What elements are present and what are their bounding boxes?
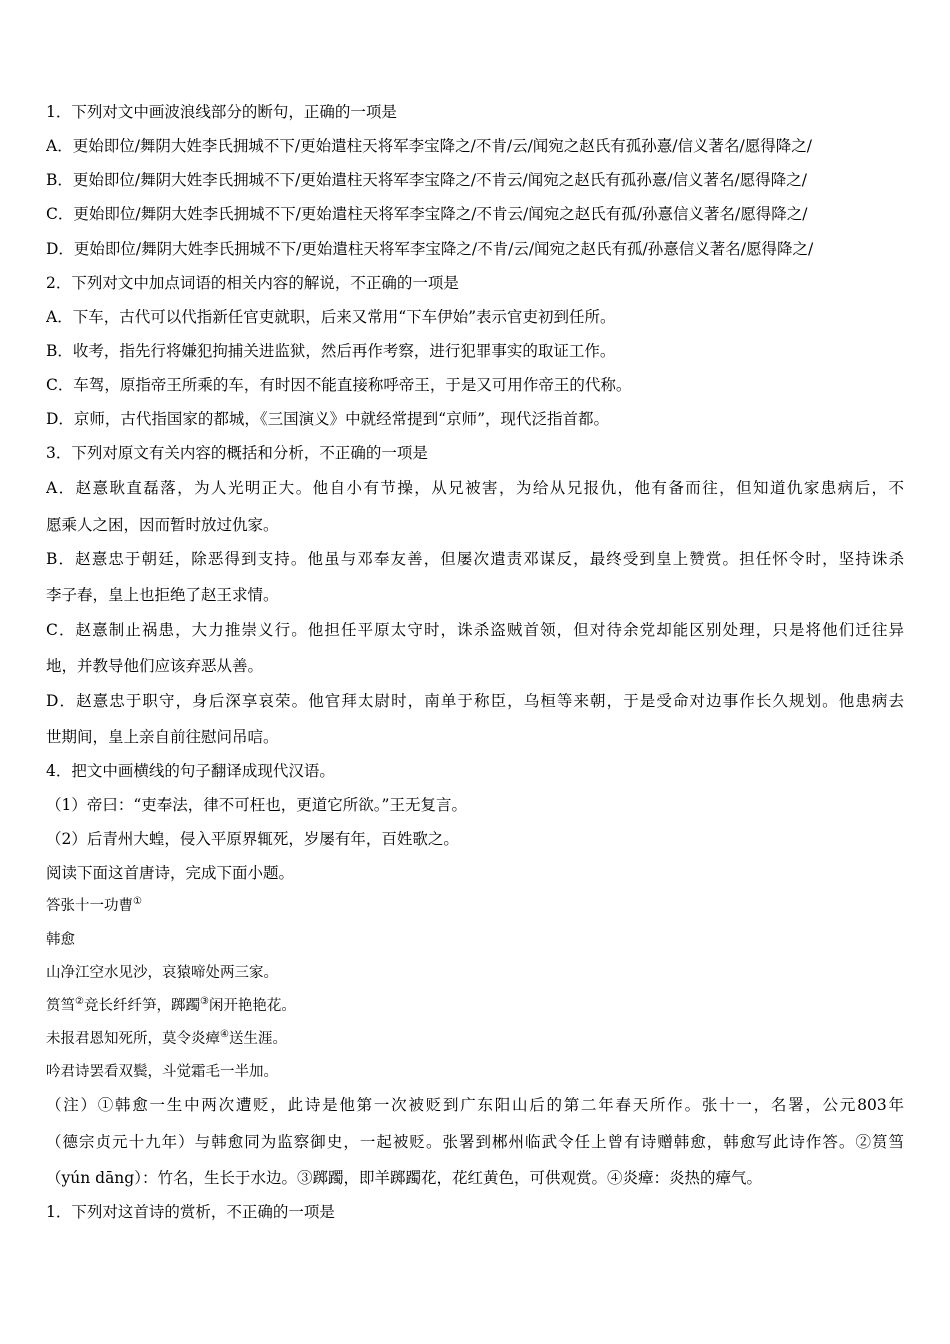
poem-line-4: 吟君诗罢看双鬓，斗觉霜毛一半加。 <box>46 1064 278 1080</box>
question-2-option-c: C．车驾，原指帝王所乘的车，有时因不能直接称呼帝王，于是又可用作帝王的代称。 <box>46 376 632 394</box>
poem-line-1: 山净江空水见沙，哀猿啼处两三家。 <box>46 965 278 981</box>
question-3-option-a-line-1: A．赵憙耿直磊落，为人光明正大。他自小有节操，从兄被害，为给从兄报仇，他有备而往，但知道仇家患病后，不 <box>46 479 904 497</box>
poem-annotation-line-1: （注）①韩愈一生中两次遭贬，此诗是他第一次被贬到广东阳山后的第二年春天所作。张十一，名署，公元803年 <box>46 1096 904 1114</box>
poem-note-marker-3: ③ <box>199 996 209 1008</box>
question-1-stem: 1．下列对文中画波浪线部分的断句，正确的一项是 <box>46 103 397 121</box>
question-3-option-b-line-1: B．赵憙忠于朝廷，除恶得到支持。他虽与邓奉友善，但屡次遣责邓谋反，最终受到皇上赞赏。担任怀令时，坚持诛杀 <box>46 550 904 568</box>
question-4-sentence-1: （1）帝曰：“吏奉法，律不可枉也，更道它所欲。”王无复言。 <box>46 796 467 814</box>
poem-title-text: 答张十一功曹 <box>46 898 133 914</box>
question-4-stem: 4．把文中画横线的句子翻译成现代汉语。 <box>46 762 335 780</box>
poem-line-2-part-c: 闲开艳艳花。 <box>208 998 296 1014</box>
poem-author: 韩愈 <box>46 932 75 948</box>
poem-question-1-stem: 1．下列对这首诗的赏析，不正确的一项是 <box>46 1203 335 1221</box>
poem-note-marker-4: ④ <box>220 1029 229 1041</box>
question-4-sentence-2: （2）后青州大蝗，侵入平原界辄死，岁屡有年，百姓歌之。 <box>46 830 459 848</box>
question-3-option-a-line-2: 愿乘人之困，因而暂时放过仇家。 <box>46 516 279 534</box>
poem-title <box>46 895 904 917</box>
poem-line-2 <box>46 995 904 1017</box>
poem-line-2-part-b: 竞长纤纤笋，踯躅 <box>83 998 200 1014</box>
question-1-option-c: C．更始即位/舞阴大姓李氏拥城不下/更始遣柱天将军李宝降之/不肯云/闻宛之赵氏有孤/孙憙信义著名/愿得降之/ <box>46 205 808 223</box>
poem-line-2-part-a: 筼筜 <box>46 998 75 1014</box>
question-2-option-b: B．收考，指先行将嫌犯拘捕关进监狱，然后再作考察，进行犯罪事实的取证工作。 <box>46 342 616 360</box>
question-3-option-c-line-2: 地，并教导他们应该弃恶从善。 <box>46 657 264 675</box>
poem-annotation-line-3: （yún dāng）：竹名，生长于水边。③踯躅，即羊踯躅花，花红黄色，可供观赏。④炎瘴：炎热的瘴气。 <box>46 1169 762 1187</box>
question-2-option-d: D．京师，古代指国家的都城，《三国演义》中就经常提到“京师”，现代泛指首都。 <box>46 410 610 428</box>
question-3-option-b-line-2: 李子春，皇上也拒绝了赵王求情。 <box>46 586 279 604</box>
question-3-stem: 3．下列对原文有关内容的概括和分析，不正确的一项是 <box>46 444 428 462</box>
question-1-option-a: A．更始即位/舞阴大姓李氏拥城不下/更始遣柱天将军李宝降之/不肯/云/闻宛之赵氏有孤孙憙/信义著名/愿得降之/ <box>46 137 812 155</box>
poem-line-3-part-b: 送生涯。 <box>228 1031 287 1047</box>
question-2-option-a: A．下车，古代可以代指新任官吏就职，后来又常用“下车伊始”表示官吏初到任所。 <box>46 308 616 326</box>
poem-annotation-line-2: （德宗贞元十九年）与韩愈同为监察御史，一起被贬。张署到郴州临武令任上曾有诗赠韩愈，韩愈写此诗作答。②筼筜 <box>46 1133 904 1151</box>
question-3-option-d-line-1: D．赵憙忠于职守，身后深享哀荣。他官拜太尉时，南单于称臣，乌桓等来朝，于是受命对边事作长久规划。他患病去 <box>46 692 904 710</box>
question-3-option-c-line-1: C．赵憙制止祸患，大力推崇义行。他担任平原太守时，诛杀盗贼首领，但对待余党却能区别处理，只是将他们迁往异 <box>46 621 904 639</box>
question-3-option-d-line-2: 世期间，皇上亲自前往慰问吊唁。 <box>46 728 279 746</box>
poem-line-3 <box>46 1028 904 1050</box>
poem-intro: 阅读下面这首唐诗，完成下面小题。 <box>46 864 295 882</box>
poem-line-3-part-a: 未报君恩知死所，莫令炎瘴 <box>46 1031 220 1047</box>
question-1-option-b: B．更始即位/舞阴大姓李氏拥城不下/更始遣柱天将军李宝降之/不肯云/闻宛之赵氏有孤孙憙/信义著名/愿得降之/ <box>46 171 807 189</box>
question-2-stem: 2．下列对文中加点词语的相关内容的解说，不正确的一项是 <box>46 274 459 292</box>
poem-note-marker-2: ② <box>75 996 84 1008</box>
poem-title-note-marker: ① <box>133 896 142 908</box>
question-1-option-d: D．更始即位/舞阴大姓李氏拥城不下/更始遣柱天将军李宝降之/不肯/云/闻宛之赵氏有孤/孙憙信义著名/愿得降之/ <box>46 240 814 258</box>
